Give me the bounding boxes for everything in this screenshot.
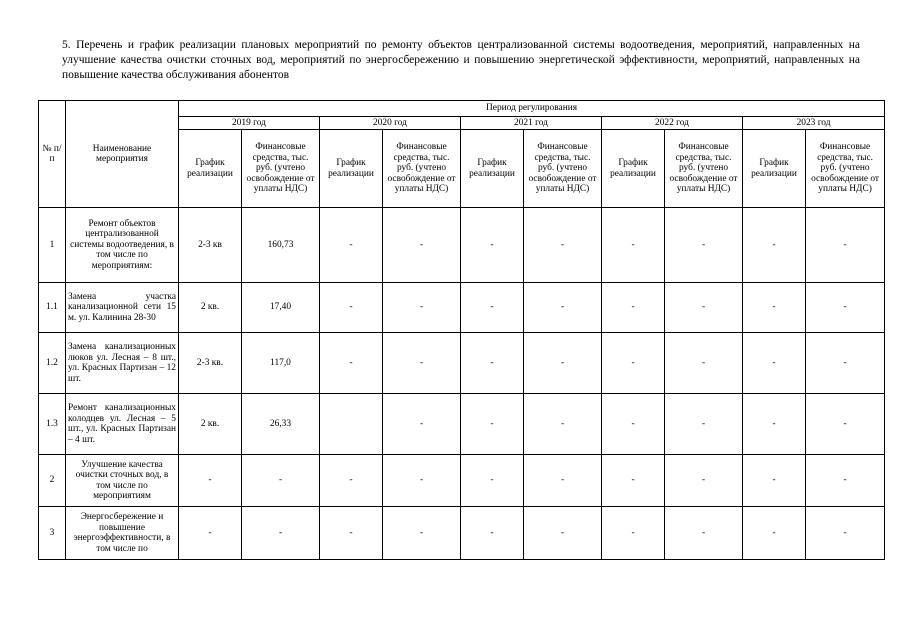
- row-number: 2: [39, 455, 66, 507]
- cell-value: -: [665, 208, 743, 283]
- cell-value: -: [806, 507, 885, 560]
- cell-value: 2-3 кв: [179, 208, 242, 283]
- cell-value: 2 кв.: [179, 283, 242, 333]
- sub-header-finance: Финансовые средства, тыс. руб. (учтено освобождение от уплаты НДС): [242, 130, 320, 208]
- cell-value: -: [806, 333, 885, 394]
- sub-header-schedule: График реализации: [602, 130, 665, 208]
- sub-header-schedule: График реализации: [461, 130, 524, 208]
- sub-header-finance: Финансовые средства, тыс. руб. (учтено освобождение от уплаты НДС): [806, 130, 885, 208]
- col-header-number: № п/п: [39, 101, 66, 208]
- row-number: 1.1: [39, 283, 66, 333]
- cell-value: -: [665, 394, 743, 455]
- cell-value: -: [461, 507, 524, 560]
- year-header: 2021 год: [461, 117, 602, 130]
- cell-value: -: [602, 333, 665, 394]
- cell-value: 117,0: [242, 333, 320, 394]
- cell-value: -: [320, 283, 383, 333]
- row-name: Энергосбережение и повышение энергоэффективности, в том числе по: [66, 507, 179, 560]
- col-header-name: Наименование мероприятия: [66, 101, 179, 208]
- cell-value: -: [665, 333, 743, 394]
- cell-value: -: [383, 208, 461, 283]
- cell-value: -: [665, 507, 743, 560]
- table-row: [39, 507, 885, 560]
- cell-value: 26,33: [242, 394, 320, 455]
- cell-value: -: [665, 283, 743, 333]
- cell-value: -: [743, 208, 806, 283]
- cell-value: -: [383, 507, 461, 560]
- cell-value: -: [743, 455, 806, 507]
- section-heading: 5. Перечень и график реализации плановых мероприятий по ремонту объектов централизованной системы водоотведения, мероприятий, направленных на улучшение качества очистки сточных вод, мероприятий по энергосбережению и повышению энергетической эффективности, мероприятий, направленных на повышение качества обслуживания абонентов: [62, 39, 860, 81]
- measures-table: [38, 100, 885, 560]
- row-name: Улучшение качества очистки сточных вод, в том числе по мероприятиям: [66, 455, 179, 507]
- cell-value: -: [242, 455, 320, 507]
- period-header: Период регулирования: [179, 101, 885, 117]
- cell-value: -: [461, 394, 524, 455]
- year-header: 2023 год: [743, 117, 885, 130]
- cell-value: -: [320, 208, 383, 283]
- cell-value: 160,73: [242, 208, 320, 283]
- cell-value: -: [806, 208, 885, 283]
- cell-value: -: [383, 283, 461, 333]
- cell-value: -: [524, 333, 602, 394]
- cell-value: -: [320, 455, 383, 507]
- cell-value: -: [524, 455, 602, 507]
- cell-value: 2 кв.: [179, 394, 242, 455]
- year-header: 2022 год: [602, 117, 743, 130]
- cell-value: -: [806, 283, 885, 333]
- cell-value: -: [242, 507, 320, 560]
- row-number: 3: [39, 507, 66, 560]
- cell-value: -: [461, 283, 524, 333]
- cell-value: -: [461, 208, 524, 283]
- sub-header-schedule: График реализации: [179, 130, 242, 208]
- cell-value: -: [524, 507, 602, 560]
- cell-value: -: [602, 394, 665, 455]
- cell-value: -: [602, 283, 665, 333]
- row-name: Ремонт объектов централизованной системы водоотведения, в том числе по мероприятиям:: [66, 208, 179, 283]
- sub-header-schedule: График реализации: [743, 130, 806, 208]
- cell-value: -: [665, 455, 743, 507]
- cell-value: -: [179, 455, 242, 507]
- row-number: 1.2: [39, 333, 66, 394]
- row-number: 1: [39, 208, 66, 283]
- sub-header-schedule: График реализации: [320, 130, 383, 208]
- sub-header-finance: Финансовые средства, тыс. руб. (учтено освобождение от уплаты НДС): [383, 130, 461, 208]
- cell-value: -: [179, 507, 242, 560]
- year-header: 2019 год: [179, 117, 320, 130]
- cell-value: -: [743, 283, 806, 333]
- row-name: Замена участка канализационной сети 15 м. ул. Калинина 28-30: [66, 283, 179, 333]
- year-header: 2020 год: [320, 117, 461, 130]
- cell-value: -: [320, 333, 383, 394]
- cell-value: -: [602, 507, 665, 560]
- cell-value: -: [383, 333, 461, 394]
- cell-value: -: [602, 455, 665, 507]
- sub-header-finance: Финансовые средства, тыс. руб. (учтено освобождение от уплаты НДС): [665, 130, 743, 208]
- cell-value: -: [524, 283, 602, 333]
- cell-value: -: [524, 208, 602, 283]
- row-number: 1.3: [39, 394, 66, 455]
- cell-value: -: [743, 394, 806, 455]
- row-name: Замена канализационных люков ул. Лесная – 8 шт., ул. Красных Партизан – 12 шт.: [66, 333, 179, 394]
- table-row: [39, 394, 885, 455]
- cell-value: -: [602, 208, 665, 283]
- cell-value: 2-3 кв.: [179, 333, 242, 394]
- sub-header-finance: Финансовые средства, тыс. руб. (учтено освобождение от уплаты НДС): [524, 130, 602, 208]
- cell-value: 17,40: [242, 283, 320, 333]
- cell-value: -: [461, 455, 524, 507]
- cell-value: [320, 394, 383, 455]
- cell-value: -: [806, 394, 885, 455]
- cell-value: -: [383, 455, 461, 507]
- table-row: [39, 208, 885, 283]
- row-name: Ремонт канализационных колодцев ул. Лесная – 5 шт., ул. Красных Партизан – 4 шт.: [66, 394, 179, 455]
- cell-value: -: [806, 455, 885, 507]
- table-row: [39, 333, 885, 394]
- cell-value: -: [743, 333, 806, 394]
- cell-value: -: [743, 507, 806, 560]
- cell-value: -: [383, 394, 461, 455]
- table-row: [39, 283, 885, 333]
- table-row: [39, 455, 885, 507]
- cell-value: -: [320, 507, 383, 560]
- cell-value: -: [461, 333, 524, 394]
- cell-value: -: [524, 394, 602, 455]
